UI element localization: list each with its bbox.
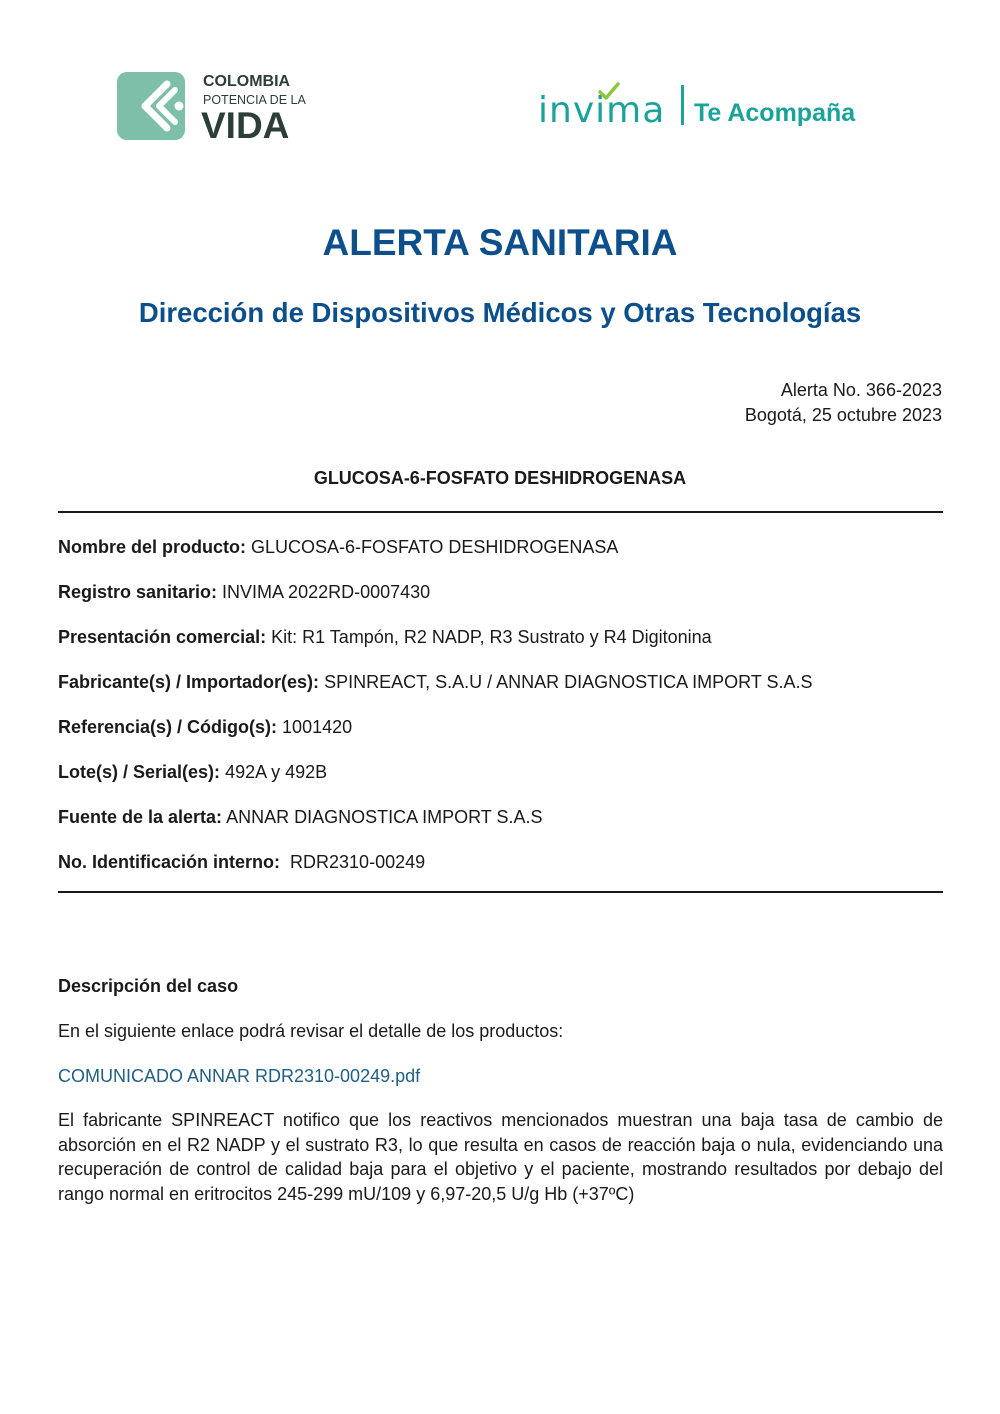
field-lot-serial (58, 760, 943, 805)
alert-place-date: Bogotá, 25 octubre 2023 (744, 405, 942, 425)
field-label: Referencia(s) / Código(s): (58, 717, 278, 737)
invima-brand-text: invima (538, 90, 666, 130)
field-value: Kit: R1 Tampón, R2 NADP, R3 Sustrato y R4 Digitonina (271, 627, 712, 647)
invima-slogan-text: Te Acompaña (694, 99, 856, 127)
field-internal-id (58, 850, 943, 895)
field-label: Nombre del producto: (58, 537, 246, 557)
invima-te-acompana-logo (538, 82, 888, 130)
alert-number: Alerta No. 366-2023 (780, 380, 942, 400)
field-value: INVIMA 2022RD-0007430 (222, 582, 431, 602)
product-fields (58, 535, 943, 895)
alert-meta (745, 378, 942, 428)
colombia-logo-mark (115, 68, 315, 144)
communique-pdf-link[interactable]: COMUNICADO ANNAR RDR2310-00249.pdf (58, 1066, 421, 1086)
colombia-logo-line1: COLOMBIA (203, 73, 291, 90)
field-value: 492A y 492B (225, 762, 328, 782)
invima-logo-mark (538, 82, 888, 130)
field-commercial-presentation (58, 625, 943, 670)
case-description (58, 974, 943, 1206)
field-label: Fuente de la alerta: (58, 807, 223, 827)
page-title: ALERTA SANITARIA (322, 222, 678, 263)
case-body: El fabricante SPINREACT notifico que los reactivos mencionados muestran una baja tasa de cambio de absorción en el R2 NADP y el sustrato R3, lo que resulta en casos de reacción baja o nula, evidenciando una recuperación de control de calidad baja para el objetivo y el paciente, mostrando resultados por debajo del rango normal en eritrocitos 245-299 mU/109 y 6,97-20,5 U/g Hb (+37ºC) (58, 1110, 943, 1204)
field-manufacturer-importer (58, 670, 943, 715)
field-label: Lote(s) / Serial(es): (58, 762, 221, 782)
field-label: Registro sanitario: (58, 582, 218, 602)
field-label: Fabricante(s) / Importador(es): (58, 672, 320, 692)
top-divider (58, 511, 943, 513)
page-subtitle: Dirección de Dispositivos Médicos y Otras Tecnologías (138, 297, 862, 328)
colombia-logo-line2: POTENCIA DE LA (203, 93, 306, 107)
colombia-potencia-de-la-vida-logo (115, 68, 315, 144)
field-value: SPINREACT, S.A.U / ANNAR DIAGNOSTICA IMPORT S.A.S (324, 672, 813, 692)
field-sanitary-registration (58, 580, 943, 625)
case-title: Descripción del caso (58, 976, 239, 996)
bottom-divider (58, 891, 943, 893)
field-value: 1001420 (282, 717, 353, 737)
field-label: Presentación comercial: (58, 627, 267, 647)
colombia-logo-line3: VIDA (201, 105, 290, 144)
product-heading: GLUCOSA-6-FOSFATO DESHIDROGENASA (313, 468, 687, 488)
field-reference-code (58, 715, 943, 760)
field-value: RDR2310-00249 (290, 852, 426, 872)
field-value: ANNAR DIAGNOSTICA IMPORT S.A.S (226, 807, 543, 827)
field-alert-source (58, 805, 943, 850)
field-label: No. Identificación interno: (58, 852, 281, 872)
field-value: GLUCOSA-6-FOSFATO DESHIDROGENASA (251, 537, 619, 557)
field-product-name (58, 535, 943, 580)
case-intro: En el siguiente enlace podrá revisar el detalle de los productos: (58, 1021, 564, 1041)
